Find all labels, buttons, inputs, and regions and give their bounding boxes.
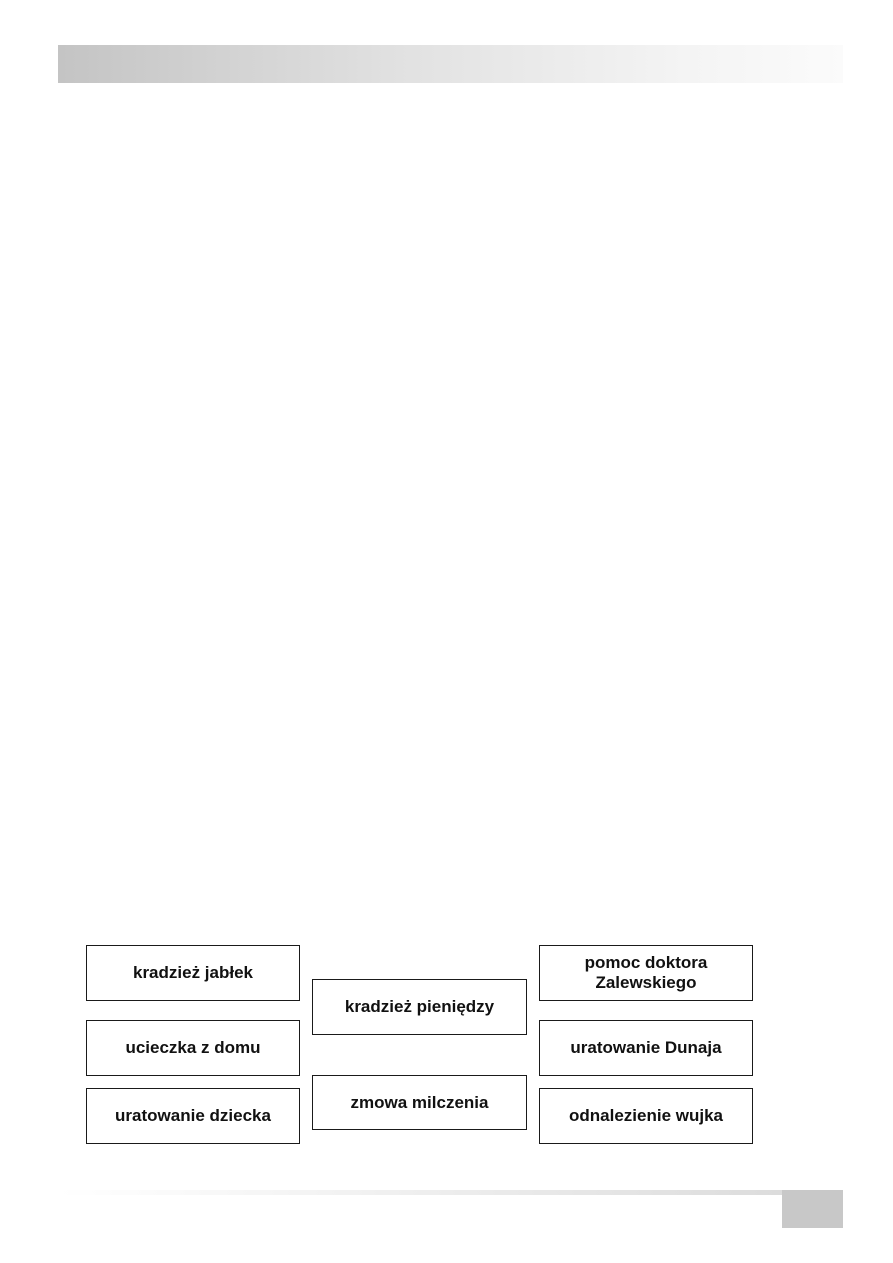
event-label: uratowanie dziecka (115, 1106, 271, 1125)
event-box-center-1 (312, 979, 527, 1035)
event-label: kradzież pieniędzy (344, 997, 495, 1016)
event-label: pomoc doktora Zalewskiego (584, 953, 708, 992)
event-box-left-2 (86, 1020, 300, 1076)
event-box-right-2 (539, 1020, 753, 1076)
event-box-right-3 (539, 1088, 753, 1144)
blank-content-area (58, 83, 843, 943)
event-label: kradzież jabłek (132, 963, 253, 982)
footer-rule (58, 1190, 783, 1195)
event-box-center-2 (312, 1075, 527, 1130)
event-label: odnalezienie wujka (569, 1106, 723, 1125)
event-box-right-1 (539, 945, 753, 1001)
event-label: ucieczka z domu (125, 1038, 261, 1057)
event-label: uratowanie Dunaja (570, 1038, 722, 1057)
page-number-tab (782, 1190, 843, 1228)
event-box-left-1 (86, 945, 300, 1001)
header-bar (58, 45, 843, 83)
event-label: zmowa milczenia (350, 1092, 489, 1112)
event-box-left-3 (86, 1088, 300, 1144)
